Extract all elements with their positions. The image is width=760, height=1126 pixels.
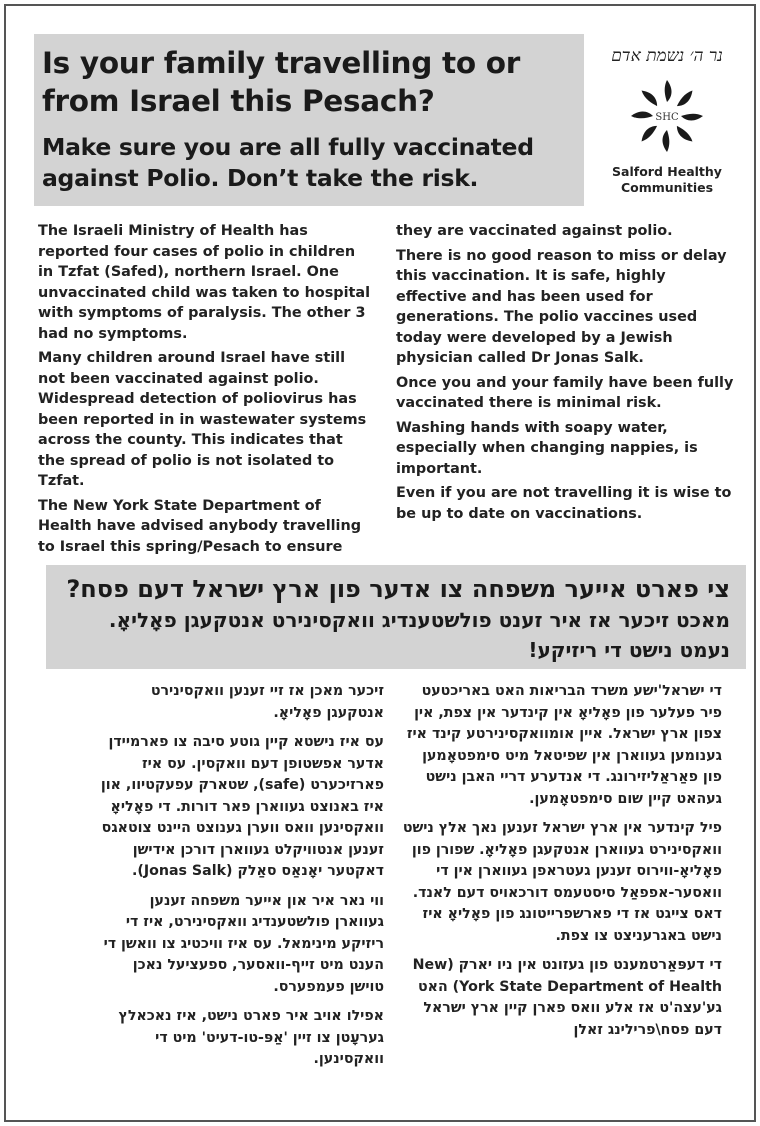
star-emblem-icon bbox=[627, 76, 707, 156]
yiddish-title: צי פארט אייער משפחה צו אדער פון ארץ ישראל דעם פסח? bbox=[66, 575, 730, 603]
yiddish-column-left bbox=[100, 681, 384, 1079]
yiddish-header bbox=[46, 565, 746, 669]
english-header bbox=[34, 34, 584, 206]
paragraph: Even if you are not travelling it is wise to be up to date on vaccinations. bbox=[396, 485, 732, 522]
paragraph: The New York State Department of Health have advised anybody travelling to Israel this spring/Pesach to ensure bbox=[38, 497, 362, 555]
paragraph: Many children around Israel have still not been vaccinated against polio. Widespread detection of poliovirus has been reported in in wastewater systems across the county. This indicates that the spread of polio is not isolated to Tzfat. bbox=[38, 350, 367, 489]
yiddish-column-right bbox=[400, 681, 722, 1049]
page-title: Is your family travelling to or from Israel this Pesach? bbox=[42, 46, 520, 118]
paragraph: אפילו אויב איר פארט נישט, איז נאכאלץ גערעָטן צו זיין 'אַפּ-טו-דעיט' מיט די וואקסינען. bbox=[118, 1008, 384, 1067]
logo-hebrew-text: נר ה׳ נשמת אדם bbox=[611, 46, 723, 66]
logo bbox=[592, 34, 742, 206]
english-column-left bbox=[38, 221, 374, 561]
paragraph: Washing hands with soapy water, especially when changing nappies, is important. bbox=[396, 419, 698, 477]
paragraph: עס איז נישטא קיין גוטע סיבה צו פארמיידן אדער אפשטופן דעם וואקסין. עס איז פארזיכערט (safe), שטארק עפעקטיוו, און איז באנוצט געווארן פאר דורות. די פאָליאָ וואקסינען וואס ווערן גענוצט היינט צוטאגס זענען אנטוויקלט געווארן דורכן אידישן דאקטער יאָנאַס סאַלק (Jonas Salk). bbox=[100, 734, 384, 879]
english-column-right bbox=[396, 221, 736, 528]
paragraph: There is no good reason to miss or delay this vaccination. It is safe, highly effective and has been used for generations. The polio vaccines used today were developed by a Jewish physician called Dr Jonas Salk. bbox=[396, 247, 727, 366]
paragraph: ווי נאר איר און אייער משפחה זענען געווארן פולשטענדיג וואקסינירט, איז די ריזיקע מינימאל. עס איז וויכטיג צו וואשן די הענט מיט זייף-וואסער, ספעציעל נאכן טוישן פעמפערס. bbox=[103, 892, 384, 995]
logo-emblem-text: SHC bbox=[655, 112, 679, 123]
page-subtitle: Make sure you are all fully vaccinated against Polio. Don’t take the risk. bbox=[42, 133, 534, 192]
paragraph: זיכער מאכן אז זיי זענען וואקסינירט אנטקעגן פאָליאָ. bbox=[150, 683, 384, 721]
paragraph: פיל קינדער אין ארץ ישראל זענען נאך אלץ נישט וואקסינירט געווארן אנטקעגן פאָליאָ. שפורן פון פאָליאָ-ווירוס זענען געטראפן געווארן אין די וואסער-אפפאַל סיסטעמס דורכאויס דעם לאנד. דאס צייגט אז די פארשפרייטונג פון פאָליאָ איז נישט באגרעניצט צו צפת. bbox=[402, 820, 722, 944]
paragraph: די ישראל'ישע משרד הבריאות האט באריכטעט פיר פעלער פון פאָליאָ אין קינדער אין צפת, אין צפון ארץ ישראל. איין אומוואקסינירטע קינד איז גענומען געווארן אין שפיטאל מיט סימפטאָמען פון פאַראַליזירונג. די אנדערע דריי האבן נישט געהאט קיין שום סימפטאָמען. bbox=[406, 683, 722, 807]
yiddish-subtitle: מאכט זיכער אז איר זענט פולשטענדיג וואקסינירט אנטקעגן פאָליאָ. נעמט נישט די ריזיקע! bbox=[108, 608, 730, 662]
logo-name: Salford Healthy Communities bbox=[612, 164, 722, 195]
paragraph: די דעפּאַרטמענט פון געזונט אין ניו יארק (New York State Department of Health) האט גע'עצה'ט אז אלע וואס פארן קיין ארץ ישראל דעם פסח\פרילינג זאלן bbox=[412, 957, 722, 1038]
paragraph: The Israeli Ministry of Health has reported four cases of polio in children in Tzfat (Safed), northern Israel. One unvaccinated child was taken to hospital with symptoms of paralysis. The other 3 had no symptoms. bbox=[38, 223, 371, 342]
paragraph: Once you and your family have been fully vaccinated there is minimal risk. bbox=[396, 374, 734, 411]
paragraph: they are vaccinated against polio. bbox=[396, 223, 673, 239]
